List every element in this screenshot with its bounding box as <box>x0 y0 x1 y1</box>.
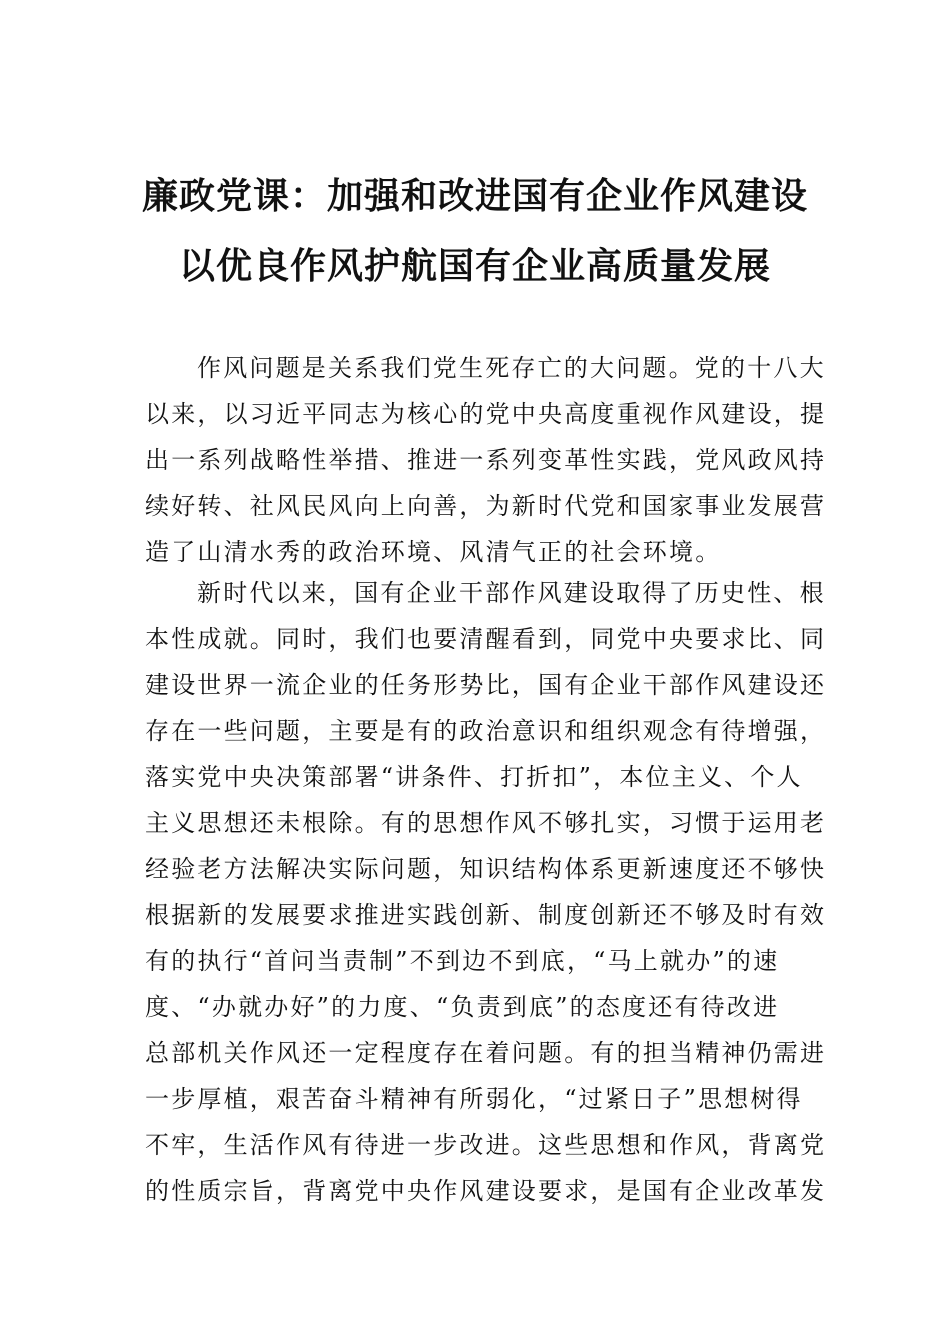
paragraph-line: 根据新的发展要求推进实践创新、制度创新还不够及时有效 <box>145 901 827 929</box>
paragraph-line: 不牢，生活作风有待进一步改进。这些思想和作风，背离党 <box>145 1131 827 1159</box>
paragraph-line: 续好转、社风民风向上向善，为新时代党和国家事业发展营 <box>145 492 827 520</box>
paragraph-line: 一步厚植，艰苦奋斗精神有所弱化，“过紧日子”思想树得 <box>145 1085 803 1113</box>
paragraph-line: 有的执行“首问当责制”不到边不到底，“马上就办”的速 <box>145 947 780 975</box>
paragraph-line: 建设世界一流企业的任务形势比，国有企业干部作风建设还 <box>145 671 827 699</box>
document-title-line-2: 以优良作风护航国有企业高质量发展 <box>178 245 771 287</box>
paragraph-line: 的性质宗旨，背离党中央作风建设要求，是国有企业改革发 <box>145 1177 827 1205</box>
document-title-line-1: 廉政党课：加强和改进国有企业作风建设 <box>141 175 808 217</box>
paragraph-line: 本性成就。同时，我们也要清醒看到，同党中央要求比、同 <box>145 625 827 653</box>
paragraph-line: 作风问题是关系我们党生死存亡的大问题。党的十八大 <box>197 354 826 382</box>
paragraph-line: 以来，以习近平同志为核心的党中央高度重视作风建设，提 <box>145 400 827 428</box>
paragraph-line: 出一系列战略性举措、推进一系列变革性实践，党风政风持 <box>145 446 827 474</box>
paragraph-line: 存在一些问题，主要是有的政治意识和组织观念有待增强， <box>145 717 827 745</box>
paragraph-line: 造了山清水秀的政治环境、风清气正的社会环境。 <box>145 538 722 566</box>
paragraph-line: 度、“办就办好”的力度、“负责到底”的态度还有待改进 <box>145 993 780 1021</box>
paragraph-line: 落实党中央决策部署“讲条件、打折扣”，本位主义、个人 <box>145 763 803 791</box>
paragraph-line: 总部机关作风还一定程度存在着问题。有的担当精神仍需进 <box>145 1039 827 1067</box>
paragraph-line: 经验老方法解决实际问题，知识结构体系更新速度还不够快 <box>145 855 827 883</box>
paragraph-line: 新时代以来，国有企业干部作风建设取得了历史性、根 <box>197 579 826 607</box>
paragraph-line: 主义思想还未根除。有的思想作风不够扎实，习惯于运用老 <box>145 809 827 837</box>
